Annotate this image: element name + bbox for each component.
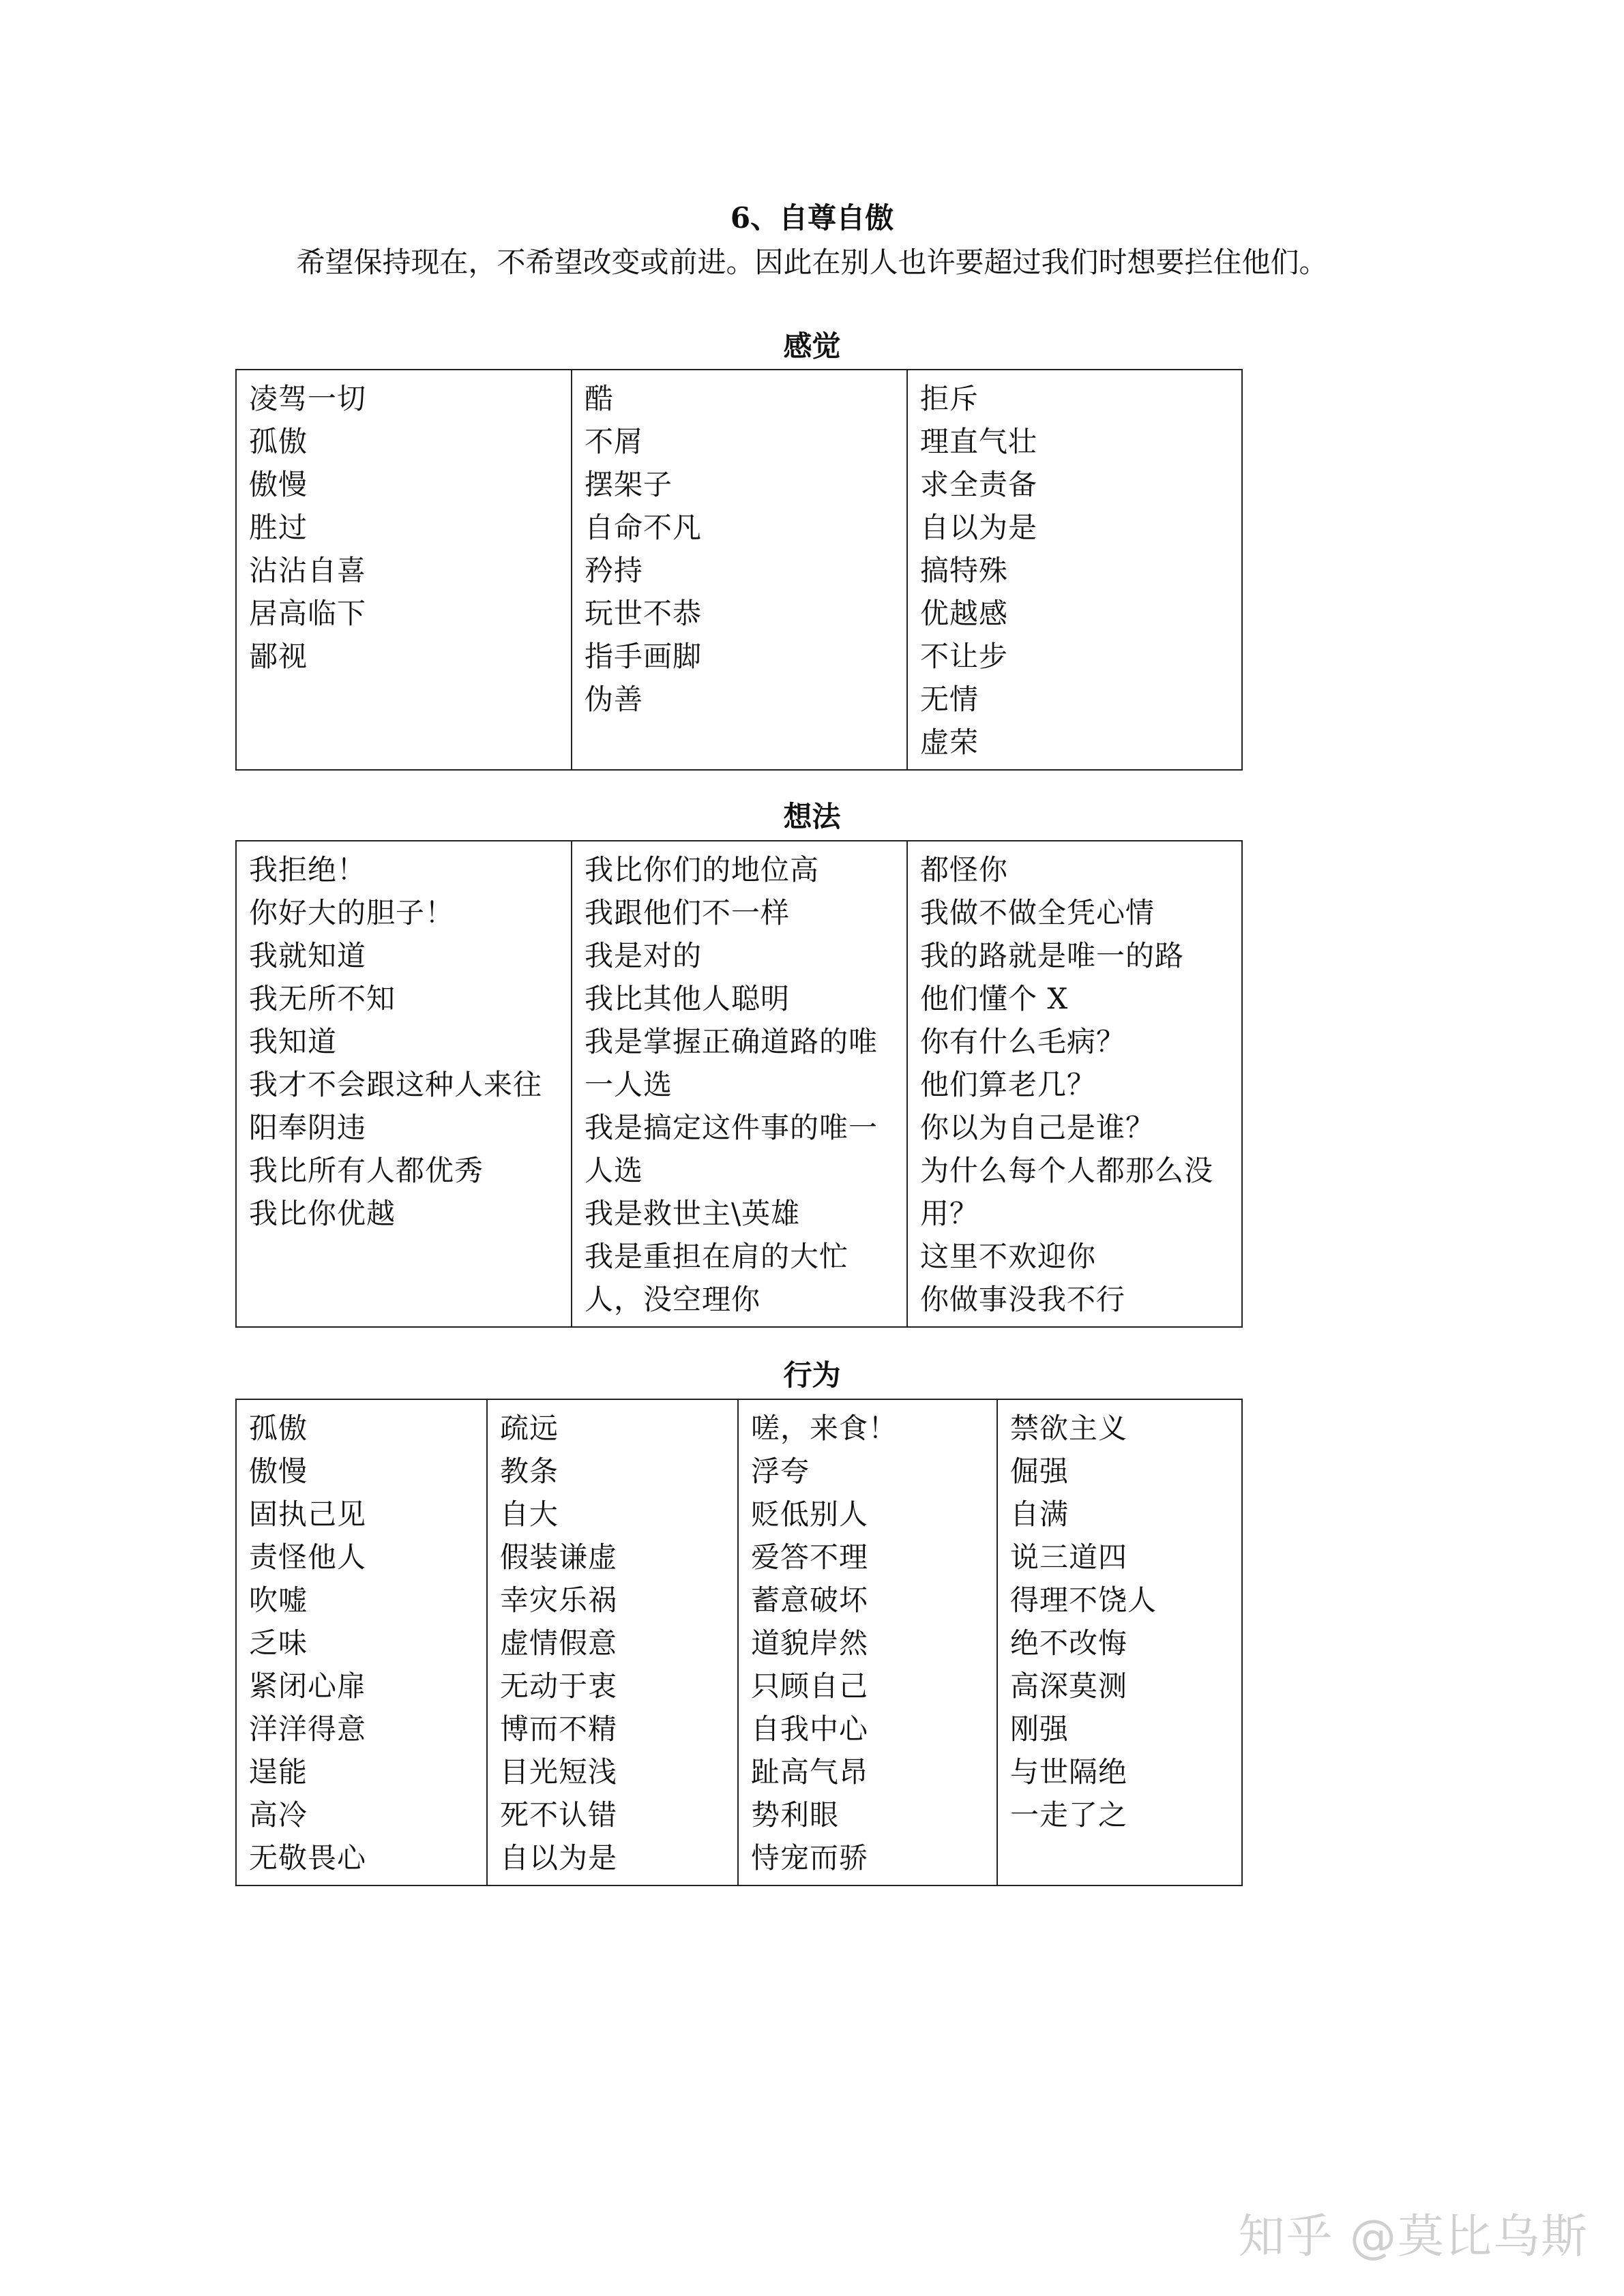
- cell-entry: 死不认错: [500, 1798, 618, 1832]
- table-row: [236, 1399, 1242, 1885]
- cell-entry: 我是救世主\英雄: [585, 1197, 801, 1230]
- cell-entry: 责怪他人: [249, 1540, 367, 1574]
- thoughts-section-title: 想法: [783, 800, 841, 833]
- cell-entry: 不屑: [585, 425, 644, 458]
- cell-entry: 我才不会跟这种人来往: [249, 1068, 543, 1101]
- cell-entry: 居高临下: [249, 597, 367, 630]
- cell-entry: 一人选: [585, 1068, 673, 1101]
- cell-entry: 浮夸: [751, 1455, 810, 1488]
- cell-entry: 沾沾自喜: [249, 554, 367, 587]
- cell-entry: 傲慢: [249, 1455, 308, 1488]
- behaviors-section-title: 行为: [783, 1358, 841, 1392]
- cell-entry: 幸灾乐祸: [500, 1583, 618, 1617]
- cell-entry: 目光短浅: [500, 1755, 618, 1789]
- cell-entry: 禁欲主义: [1010, 1412, 1128, 1445]
- cell-entry: 胜过: [249, 511, 308, 544]
- cell-entry: 我比所有人都优秀: [249, 1154, 484, 1187]
- cell-entry: 自满: [1010, 1497, 1069, 1531]
- cell-entry: 我就知道: [249, 939, 367, 972]
- cell-entry: 你有什么毛病？: [920, 1025, 1126, 1058]
- cell-entry: 吹嘘: [249, 1583, 308, 1617]
- cell-entry: 你以为自己是谁？: [920, 1111, 1155, 1144]
- cell-entry: 刚强: [1010, 1712, 1069, 1746]
- cell-entry: 玩世不恭: [585, 597, 703, 630]
- cell-entry: 我比你们的地位高: [585, 853, 820, 886]
- cell-entry: 爱答不理: [751, 1540, 869, 1574]
- cell-entry: 教条: [500, 1455, 559, 1488]
- cell-entry: 无敬畏心: [249, 1841, 367, 1875]
- behaviors-column-3: [738, 1399, 997, 1885]
- feelings-column-2: [572, 370, 907, 770]
- thoughts-table: [235, 840, 1243, 1328]
- cell-entry: 紧闭心扉: [249, 1669, 367, 1703]
- cell-entry: 这里不欢迎你: [920, 1240, 1097, 1273]
- cell-entry: 无动于衷: [500, 1669, 618, 1703]
- cell-entry: 优越感: [920, 597, 1009, 630]
- cell-entry: 指手画脚: [585, 640, 703, 673]
- cell-entry: 理直气壮: [920, 425, 1038, 458]
- cell-entry: 凌驾一切: [249, 382, 367, 415]
- cell-entry: 恃宠而骄: [751, 1841, 869, 1875]
- cell-entry: 我是重担在肩的大忙: [585, 1240, 849, 1273]
- cell-entry: 我拒绝！: [249, 853, 367, 886]
- cell-entry: 摆架子: [585, 468, 673, 501]
- behaviors-column-4: [997, 1399, 1242, 1885]
- cell-entry: 自以为是: [500, 1841, 618, 1875]
- zhihu-watermark: 知乎 @莫比乌斯: [1238, 2210, 1589, 2264]
- cell-entry: 无情: [920, 683, 979, 716]
- cell-entry: 只顾自己: [751, 1669, 869, 1703]
- cell-entry: 自大: [500, 1497, 559, 1531]
- feelings-column-1: [236, 370, 572, 770]
- cell-entry: 势利眼: [751, 1798, 840, 1832]
- cell-entry: 贬低别人: [751, 1497, 869, 1531]
- document-title: 6、自尊自傲: [730, 201, 894, 235]
- cell-entry: 乏味: [249, 1626, 308, 1660]
- cell-entry: 嗟，来食！: [751, 1412, 898, 1445]
- cell-entry: 用？: [920, 1197, 979, 1230]
- document-intro: 希望保持现在，不希望改变或前进。因此在别人也许要超过我们时想要拦住他们。: [296, 245, 1328, 279]
- cell-entry: 绝不改悔: [1010, 1626, 1128, 1660]
- behaviors-column-1: [236, 1399, 487, 1885]
- thoughts-column-2: [572, 841, 907, 1327]
- cell-entry: 趾高气昂: [751, 1755, 869, 1789]
- feelings-section-title: 感觉: [783, 329, 841, 363]
- cell-entry: 自以为是: [920, 511, 1038, 544]
- cell-entry: 高深莫测: [1010, 1669, 1128, 1703]
- cell-entry: 求全责备: [920, 468, 1038, 501]
- behaviors-table: [235, 1399, 1243, 1886]
- cell-entry: 疏远: [500, 1412, 559, 1445]
- cell-entry: 得理不饶人: [1010, 1583, 1157, 1617]
- cell-entry: 伪善: [585, 683, 644, 716]
- cell-entry: 虚情假意: [500, 1626, 618, 1660]
- cell-entry: 固执己见: [249, 1497, 367, 1531]
- cell-entry: 与世隔绝: [1010, 1755, 1128, 1789]
- cell-entry: 说三道四: [1010, 1540, 1128, 1574]
- cell-entry: 洋洋得意: [249, 1712, 367, 1746]
- cell-entry: 不让步: [920, 640, 1009, 673]
- cell-entry: 我是掌握正确道路的唯: [585, 1025, 879, 1058]
- cell-entry: 自我中心: [751, 1712, 869, 1746]
- cell-entry: 你好大的胆子！: [249, 896, 455, 929]
- cell-entry: 高冷: [249, 1798, 308, 1832]
- cell-entry: 搞特殊: [920, 554, 1009, 587]
- feelings-column-3: [907, 370, 1242, 770]
- cell-entry: 假装谦虚: [500, 1540, 618, 1574]
- cell-entry: 我做不做全凭心情: [920, 896, 1155, 929]
- cell-entry: 我知道: [249, 1025, 338, 1058]
- cell-entry: 我是搞定这件事的唯一: [585, 1111, 879, 1144]
- cell-entry: 蓄意破坏: [751, 1583, 869, 1617]
- cell-entry: 酷: [585, 382, 615, 415]
- cell-entry: 孤傲: [249, 1412, 308, 1445]
- cell-entry: 人，没空理你: [585, 1283, 761, 1316]
- cell-entry: 我无所不知: [249, 982, 396, 1015]
- table-row: [236, 370, 1242, 770]
- table-row: [236, 841, 1242, 1327]
- cell-entry: 道貌岸然: [751, 1626, 869, 1660]
- cell-entry: 倔强: [1010, 1455, 1069, 1488]
- cell-entry: 一走了之: [1010, 1798, 1128, 1832]
- cell-entry: 矜持: [585, 554, 644, 587]
- cell-entry: 都怪你: [920, 853, 1009, 886]
- cell-entry: 你做事没我不行: [920, 1283, 1126, 1316]
- cell-entry: 逞能: [249, 1755, 308, 1789]
- cell-entry: 人选: [585, 1154, 644, 1187]
- cell-entry: 博而不精: [500, 1712, 618, 1746]
- cell-entry: 我的路就是唯一的路: [920, 939, 1185, 972]
- cell-entry: 阳奉阴违: [249, 1111, 367, 1144]
- cell-entry: 拒斥: [920, 382, 979, 415]
- behaviors-column-2: [487, 1399, 738, 1885]
- cell-entry: 孤傲: [249, 425, 308, 458]
- cell-entry: 傲慢: [249, 468, 308, 501]
- thoughts-column-3: [907, 841, 1242, 1327]
- cell-entry: 鄙视: [249, 640, 308, 673]
- cell-entry: 他们算老几？: [920, 1068, 1097, 1101]
- cell-entry: 虚荣: [920, 726, 979, 759]
- cell-entry: 他们懂个 X: [920, 982, 1069, 1015]
- cell-entry: 我比你优越: [249, 1197, 396, 1230]
- cell-entry: 我跟他们不一样: [585, 896, 791, 929]
- cell-entry: 为什么每个人都那么没: [920, 1154, 1214, 1187]
- cell-entry: 我比其他人聪明: [585, 982, 791, 1015]
- thoughts-column-1: [236, 841, 572, 1327]
- cell-entry: 自命不凡: [585, 511, 703, 544]
- feelings-table: [235, 369, 1243, 771]
- cell-entry: 我是对的: [585, 939, 703, 972]
